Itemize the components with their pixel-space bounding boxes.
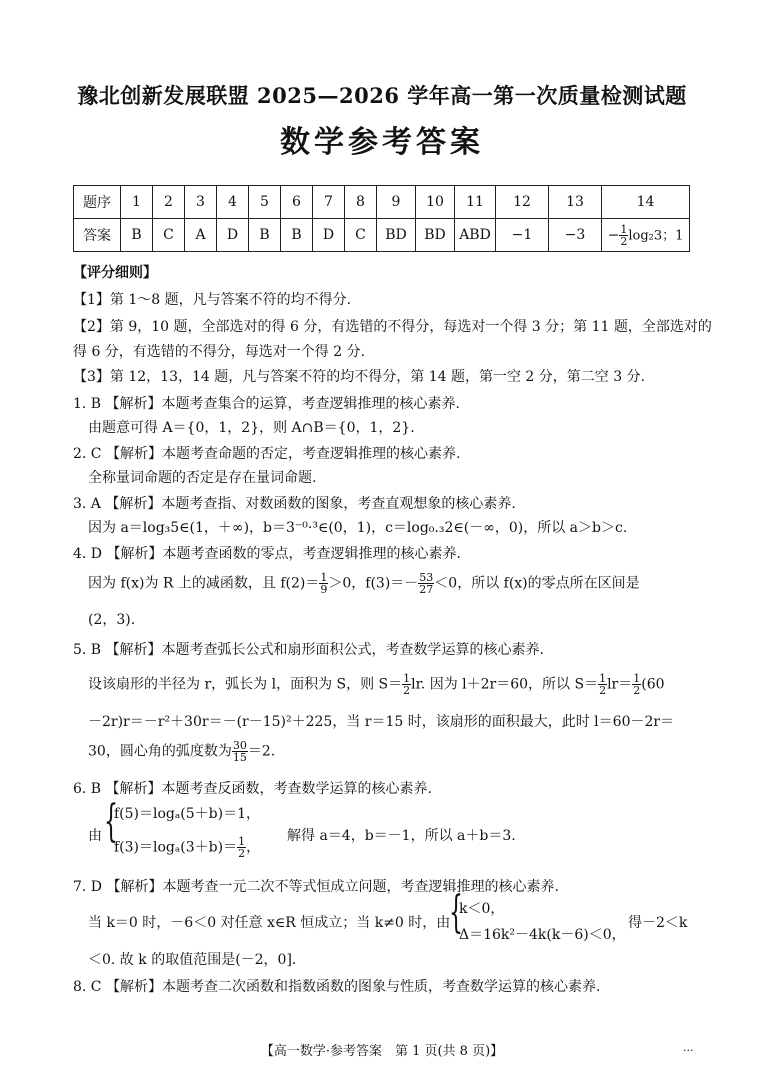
table-cell: D	[217, 219, 249, 252]
q7-line-2: ＜0. 故 k 的取值范围是(－2，0].	[88, 952, 297, 968]
table-row-answers	[74, 219, 690, 252]
numerator: 30	[232, 739, 247, 752]
answer-14-text: log₂3；1	[628, 228, 684, 243]
table-cell: 6	[281, 186, 313, 219]
table-cell: 13	[549, 186, 602, 219]
fraction	[598, 673, 607, 696]
q7-cond-1: k＜0，	[459, 901, 505, 917]
fraction	[232, 740, 248, 763]
numerator: 1	[620, 222, 628, 236]
fraction	[402, 673, 411, 696]
page-footer: 【高一数学·参考答案 第 1 页(共 8 页)】	[260, 1044, 504, 1059]
q4-line-1	[88, 572, 712, 595]
denominator: 9	[320, 583, 328, 596]
fraction	[632, 673, 641, 696]
fraction	[237, 836, 246, 859]
q4-head: 4. D 【解析】本题考查函数的零点，考查逻辑推理的核心素养.	[73, 546, 461, 562]
q7-line-1b: 得－2＜k	[628, 915, 688, 931]
table-row-numbers	[74, 186, 690, 219]
table-cell: 8	[345, 186, 377, 219]
q6-eq-2-tail: ，	[246, 839, 261, 856]
table-cell: −3	[549, 219, 602, 252]
q5-text-b: lr. 因为 l＋2r＝60，所以 S＝	[411, 676, 599, 693]
q7-cond-2: Δ＝16k²－4k(k－6)＜0，	[459, 927, 626, 943]
table-cell: 2	[153, 186, 185, 219]
q3-head: 3. A 【解析】本题考查指、对数函数的图象，考查直观想象的核心素养.	[73, 496, 516, 512]
left-brace: {	[449, 887, 463, 938]
numerator: 1	[599, 672, 607, 685]
q6-eq-1: f(5)＝logₐ(5＋b)＝1，	[114, 806, 260, 822]
numerator: 1	[633, 672, 641, 685]
table-cell: B	[121, 219, 153, 252]
numerator: 53	[419, 571, 434, 584]
table-cell: BD	[377, 219, 416, 252]
fraction	[319, 572, 328, 595]
table-cell: 10	[416, 186, 455, 219]
table-cell: B	[249, 219, 281, 252]
table-header-cell: 题序	[74, 186, 121, 219]
q5-line-2: －2r)r＝－r²＋30r＝－(r－15)²＋225，当 r＝15 时，该扇形的面积最大，此时 l＝60－2r＝	[88, 714, 675, 730]
denominator: 15	[232, 751, 247, 764]
table-cell: 12	[496, 186, 549, 219]
denominator: 2	[620, 234, 628, 248]
table-cell: 5	[249, 186, 281, 219]
q5-text-e: 30，圆心角的弧度数为	[88, 743, 232, 760]
q6-solution: 解得 a＝4，b＝－1，所以 a＋b＝3.	[287, 828, 516, 844]
table-cell: 3	[185, 186, 217, 219]
table-cell: B	[281, 219, 313, 252]
fraction	[619, 224, 628, 247]
table-cell: C	[153, 219, 185, 252]
rule-2a: 【2】第 9，10 题，全部选对的得 6 分，有选错的不得分，每选对一个得 3 分；第 11 题，全部选对的	[73, 319, 712, 335]
page-title: 数学参考答案	[280, 125, 484, 160]
q7-head: 7. D 【解析】本题考查一元二次不等式恒成立问题，考查逻辑推理的核心素养.	[73, 879, 559, 895]
numerator: 1	[320, 571, 328, 584]
table-cell: C	[345, 219, 377, 252]
q6-you: 由	[88, 828, 102, 844]
q5-text-a: 设该扇形的半径为 r，弧长为 l，面积为 S，则 S＝	[88, 676, 403, 693]
q4-line-2: (2，3).	[88, 612, 136, 628]
table-cell: 7	[313, 186, 345, 219]
rules-heading: 【评分细则】	[73, 265, 157, 281]
q5-head: 5. B 【解析】本题考查弧长公式和扇形面积公式，考查数学运算的核心素养.	[73, 642, 544, 658]
table-cell: 9	[377, 186, 416, 219]
q7-line-1: 当 k＝0 时，－6＜0 对任意 x∈R 恒成立；当 k≠0 时，由	[88, 915, 451, 931]
table-cell: 1	[121, 186, 153, 219]
answer-table	[73, 185, 690, 252]
q4-text-b: ＞0，f(3)＝－	[328, 575, 419, 592]
denominator: 27	[419, 583, 434, 596]
denominator: 2	[238, 847, 246, 860]
left-brace: {	[104, 796, 118, 847]
q5-text-f: ＝2.	[247, 743, 276, 760]
numerator: 1	[238, 835, 246, 848]
rule-1: 【1】第 1～8 题，凡与答案不符的均不得分.	[73, 292, 352, 308]
footer-mark: ...	[683, 1041, 694, 1054]
table-cell: 11	[455, 186, 496, 219]
denominator: 2	[599, 684, 607, 697]
numerator: 1	[403, 672, 411, 685]
q5-text-c: lr＝	[607, 676, 633, 693]
q6-eq-2-text: f(3)＝logₐ(3＋b)＝	[114, 839, 238, 856]
q5-text-d: (60	[641, 676, 665, 693]
minus-sign: −	[607, 227, 620, 243]
table-cell: 14	[602, 186, 690, 219]
denominator: 2	[403, 684, 411, 697]
q6-head: 6. B 【解析】本题考查反函数，考查数学运算的核心素养.	[73, 781, 432, 797]
table-cell: D	[313, 219, 345, 252]
rule-2b: 得 6 分，有选错的不得分，每选对一个得 2 分.	[73, 344, 366, 360]
rule-3: 【3】第 12，13，14 题，凡与答案不符的均不得分，第 14 题，第一空 2 分，第二空 3 分.	[73, 369, 646, 385]
table-cell: BD	[416, 219, 455, 252]
q1-head: 1. B 【解析】本题考查集合的运算，考查逻辑推理的核心素养.	[73, 396, 460, 412]
fraction	[418, 572, 434, 595]
table-cell: ABD	[455, 219, 496, 252]
q5-line-3	[88, 740, 712, 763]
q8-head: 8. C 【解析】本题考查二次函数和指数函数的图象与性质，考查数学运算的核心素养.	[73, 979, 601, 995]
table-cell: 4	[217, 186, 249, 219]
q1-body: 由题意可得 A＝{0，1，2}，则 A∩B＝{0，1，2}.	[88, 420, 415, 436]
q2-body: 全称量词命题的否定是存在量词命题.	[88, 470, 317, 486]
q5-line-1	[88, 673, 712, 696]
table-cell: A	[185, 219, 217, 252]
denominator: 2	[633, 684, 641, 697]
q2-head: 2. C 【解析】本题考查命题的否定，考查逻辑推理的核心素养.	[73, 446, 461, 462]
table-cell-answer-14	[602, 219, 690, 252]
table-cell: −1	[496, 219, 549, 252]
q3-body: 因为 a＝log₃5∈(1，＋∞)，b＝3⁻⁰·³∈(0，1)，c＝log₀.₃2∈(－∞，0)，所以 a＞b＞c.	[88, 520, 628, 536]
q4-text-c: ＜0，所以 f(x)的零点所在区间是	[434, 575, 640, 592]
exam-title: 豫北创新发展联盟 2025—2026 学年高一第一次质量检测试题	[77, 83, 687, 108]
table-header-cell: 答案	[74, 219, 121, 252]
q4-text-a: 因为 f(x)为 R 上的减函数，且 f(2)＝	[88, 575, 320, 592]
